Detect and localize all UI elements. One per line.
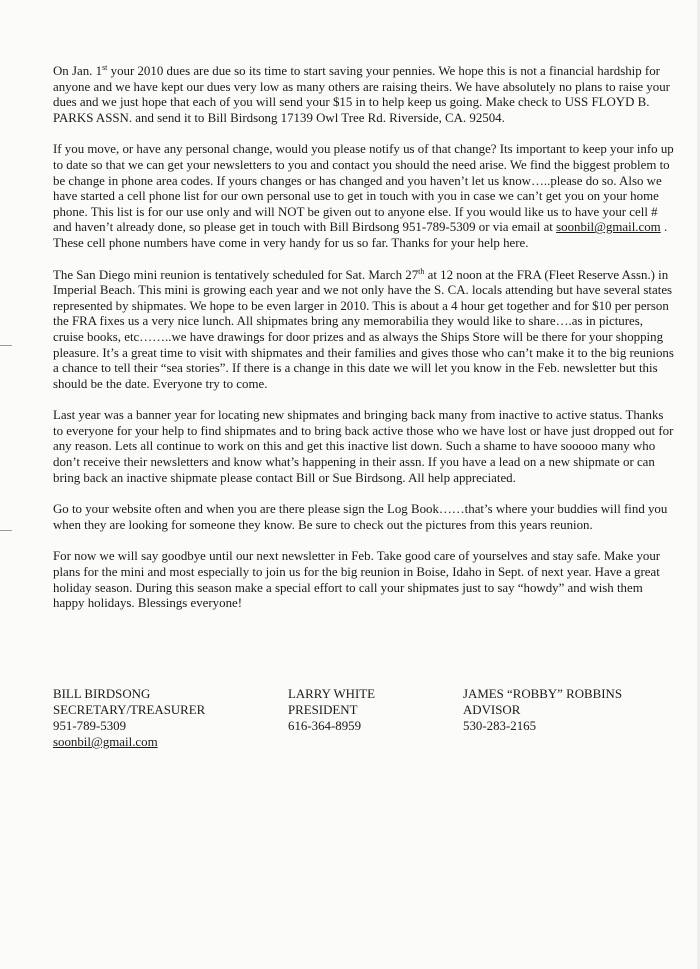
personal-change-text-start: If you move, or have any personal change, would you please notify us of that change? Its important to keep your info up to date so that we can get your newsletters to you and contact you should the need arise. We find the biggest problem to be change in phone area codes. If yours changes or has changed and you haven’t let us know…..please do so. Also we have started a cell phone list for our own personal use to get in touch with you in case we can’t get you on your home phone. This list is for our use only and will NOT be given out to anyone else. If you would like us to have your cell # and haven’t already done, so please get in touch with Bill Birdsong 951-789-5309 or via email at — [53, 142, 674, 235]
signature-phone: 951-789-5309 — [53, 719, 127, 733]
mini-reunion-ordinal-suffix: th — [418, 266, 425, 276]
personal-change-text-end: . These cell phone numbers have come in very handy for us so far. Thanks for your help here. — [53, 220, 668, 250]
goodbye-paragraph: For now we will say goodbye until our next newsletter in Feb. Take good care of yourselves and stay safe. Make your plans for the mini and most especially to join us for the big reunion in Boise, Idaho in Sept. of next year. Have a great holiday season. During this season make a special effort to call your shipmates just to say “howdy” and wish them happy holidays. Blessings everyone! — [53, 549, 661, 611]
shipmates-paragraph: Last year was a banner year for locating new shipmates and bringing back many from inactive to active status. Thanks to everyone for your help to find shipmates and to bring back active those who we have lost or have just dropped out for any reason. Lets all continue to work on this and get this inactive list down. Such a shame to have sooooo many who don’t receive their newsletters and know what’s happening in their assn. If you have a lead on a new shipmate or can bring back an inactive shipmate please contact Bill or Sue Birdsong. All help appreciated. — [53, 408, 674, 485]
dues-ordinal-suffix: st — [102, 63, 108, 72]
signature-bill-birdsong — [53, 686, 205, 750]
signature-title: ADVISOR — [463, 703, 521, 717]
signature-phone: 530-283-2165 — [463, 719, 537, 733]
signature-phone: 616-364-8959 — [288, 719, 362, 733]
newsletter-body — [53, 64, 675, 628]
email-link[interactable]: soonbil@gmail.com — [556, 220, 661, 235]
signature-name: BILL BIRDSONG — [53, 687, 151, 701]
signature-name: LARRY WHITE — [288, 687, 376, 701]
personal-change-paragraph — [53, 142, 675, 251]
website-paragraph: Go to your website often and when you are there please sign the Log Book……that’s where your buddies will find you when they are looking for someone they know. Be sure to check out the pictures from this years reunion. — [53, 502, 668, 532]
signature-title: SECRETARY/TREASURER — [53, 703, 206, 717]
mini-reunion-text-rest: at 12 noon at the FRA (Fleet Reserve Assn.) in Imperial Beach. This mini is growing each year and we not only have the S. CA. locals attending but have several states represented by shipmates. We hope to be even larger in 2010. This is about a 4 hour get together and for $10 per person the FRA fixes us a very nice lunch. All shipmates bring any memorabilia they would like to share….as in pictures, cruise books, etc……..we have drawings for door prizes and as always the Ships Store will be there for your shopping pleasure. It’s a great time to visit with shipmates and their families and gives those who can’t make it to the big reunions a chance to tell their “sea stories”. If there is a change in this date we will let you know in the Feb. newsletter but this should be the date. Everyone try to come. — [53, 267, 674, 391]
signature-title: PRESIDENT — [288, 703, 358, 717]
mini-reunion-text-start: The San Diego mini reunion is tentatively scheduled for Sat. March 27 — [53, 267, 419, 282]
dues-text-start: On Jan. 1 — [53, 64, 103, 78]
mini-reunion-paragraph — [53, 268, 675, 393]
scan-artifact-mark — [0, 345, 12, 346]
signature-email-link[interactable]: soonbil@gmail.com — [53, 735, 158, 749]
dues-paragraph — [53, 64, 675, 126]
signature-james-robbins — [463, 686, 622, 734]
dues-text-rest: your 2010 dues are due so its time to start saving your pennies. We hope this is not a financial hardship for anyone and we have kept our dues very low as many others are raising theirs. We have absolutely no plans to raise your dues and we just hope that each of you will send your $15 in to help keep us going. Make check to USS FLOYD B. PARKS ASSN. and send it to Bill Birdsong 17139 Owl Tree Rd. Riverside, CA. 92504. — [53, 64, 670, 125]
signature-larry-white — [288, 686, 375, 734]
scan-artifact-mark — [0, 530, 12, 531]
signature-name: JAMES “ROBBY” ROBBINS — [463, 687, 623, 701]
